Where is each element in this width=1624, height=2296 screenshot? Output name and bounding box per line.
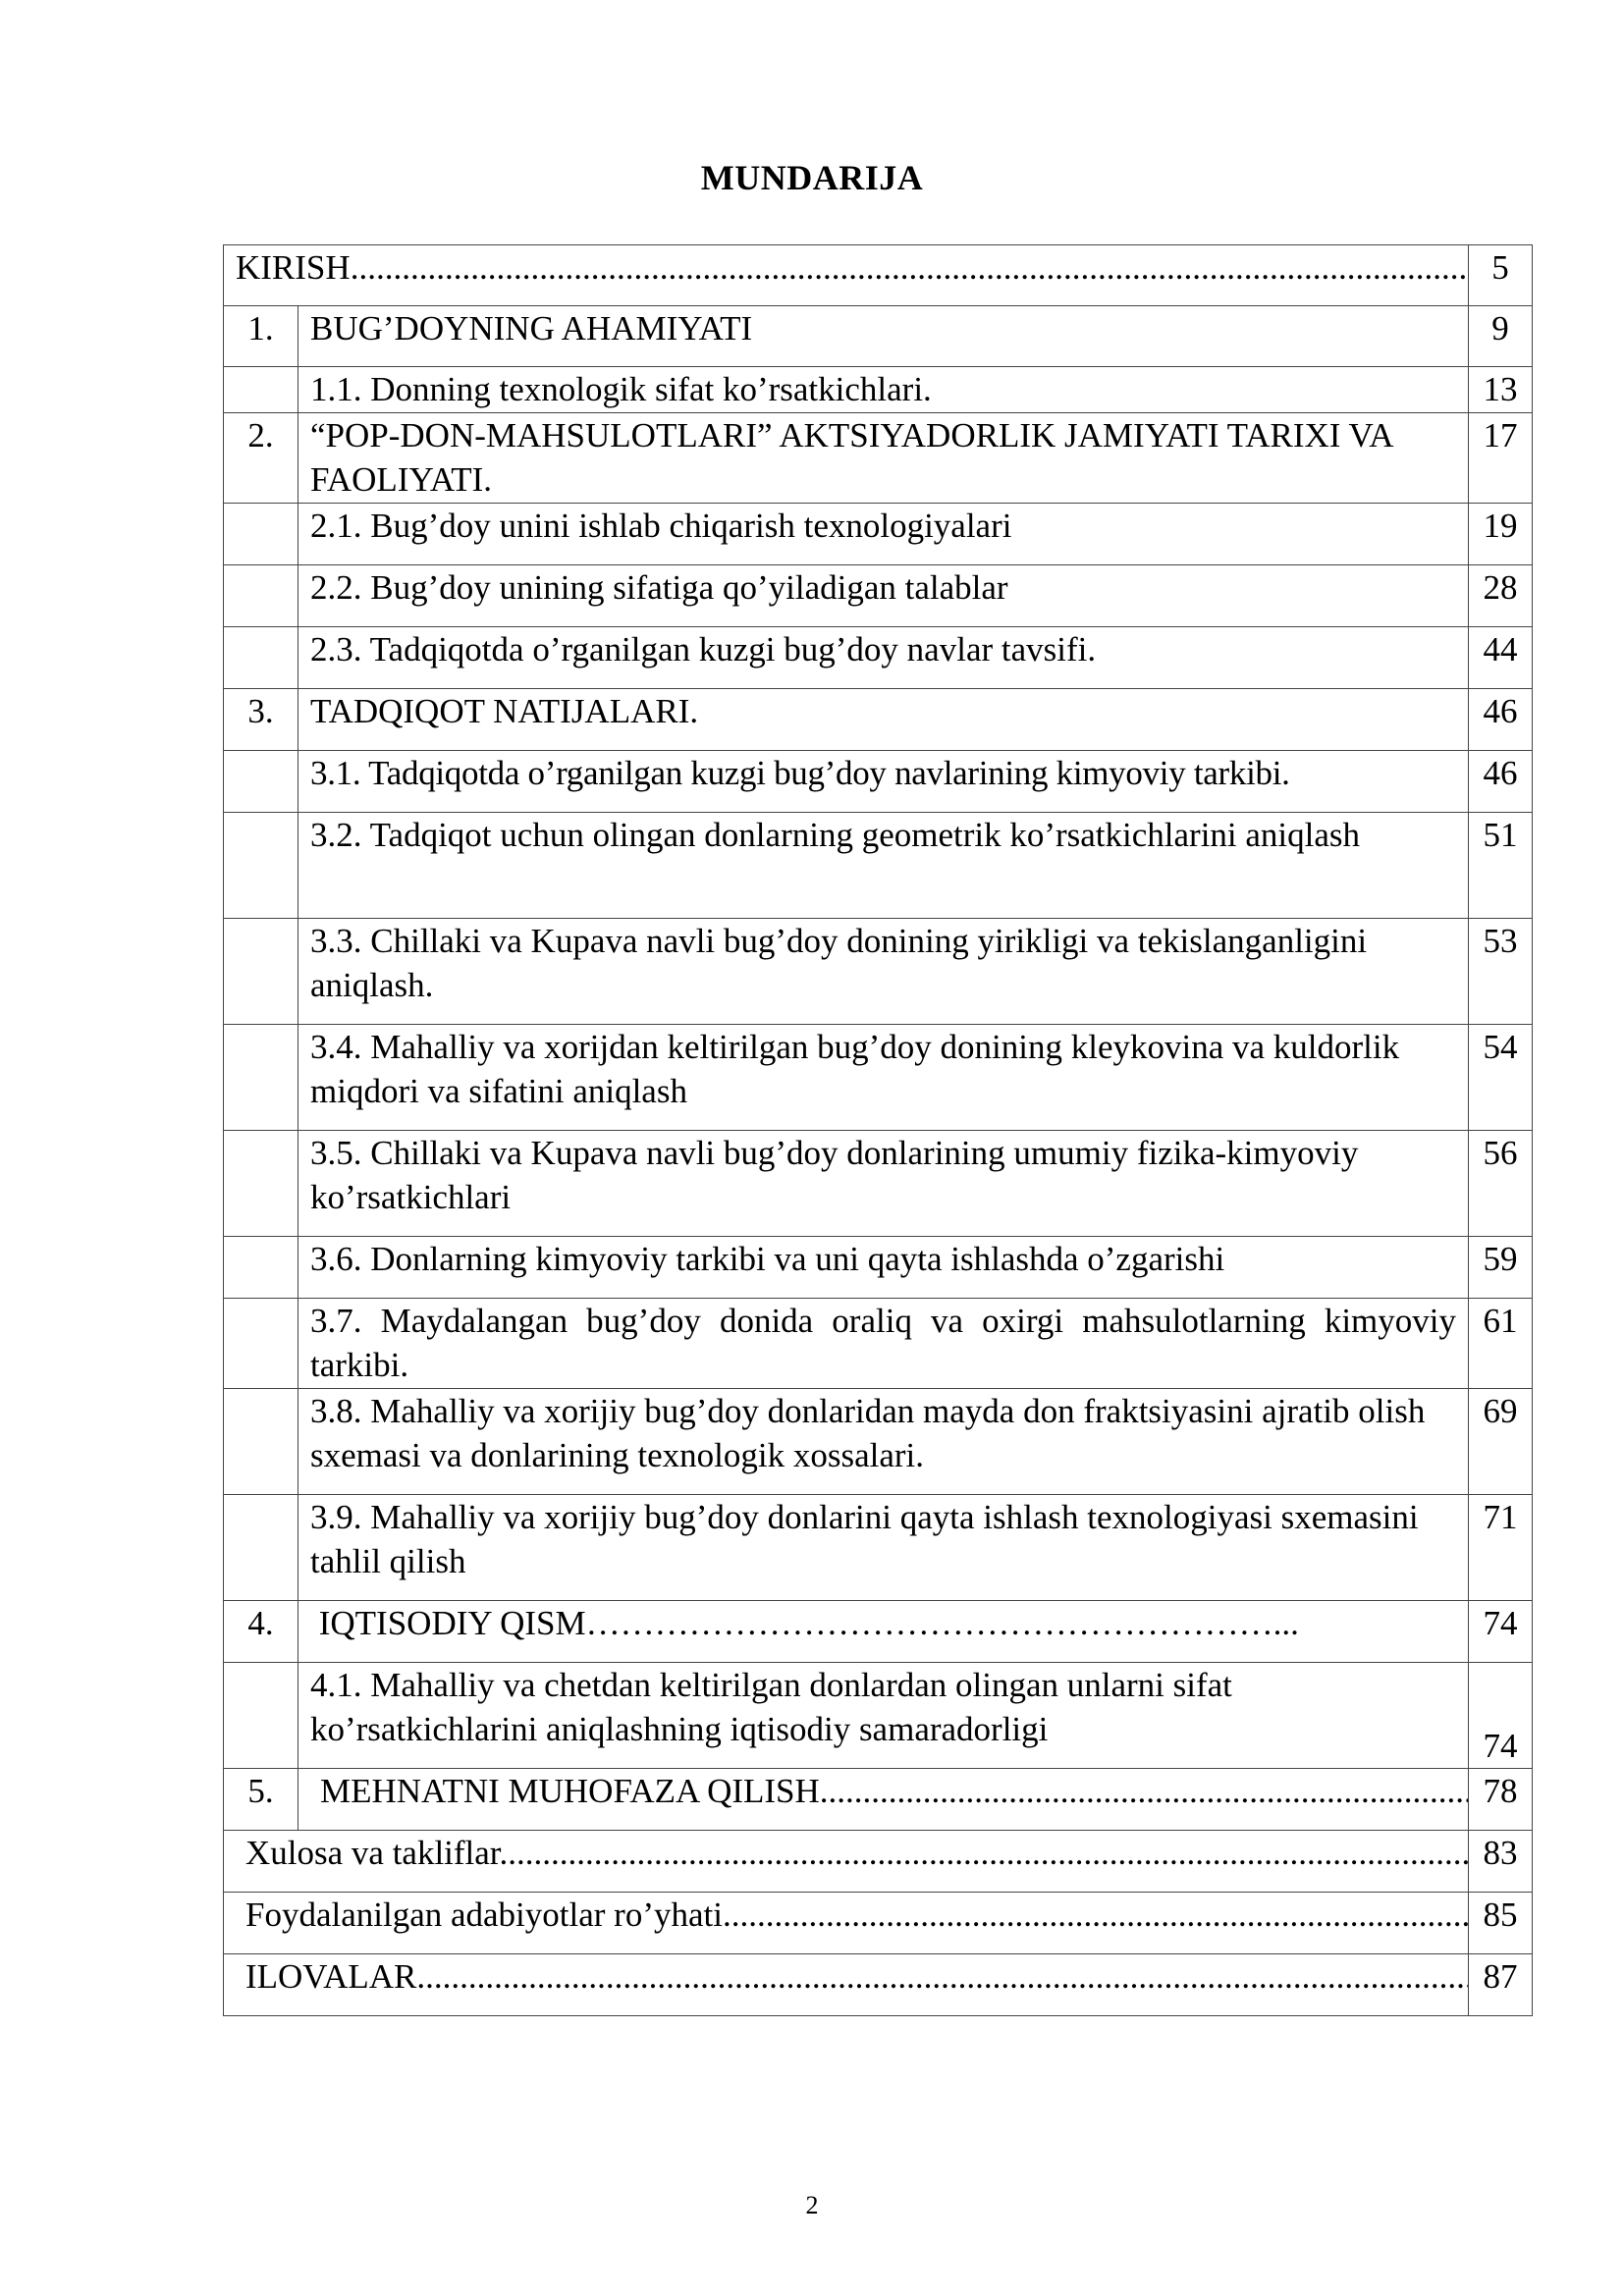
toc-entry-title: 1.1. Donning texnologik sifat ko’rsatkichlari. <box>298 367 1469 413</box>
toc-entry-number <box>224 367 298 413</box>
toc-row <box>224 1237 1533 1299</box>
toc-entry-title: IQTISODIY QISM……………………………………………………... <box>298 1601 1469 1663</box>
toc-entry-number <box>224 919 298 1025</box>
toc-entry-title: 2.1. Bug’doy unini ishlab chiqarish texnologiyalari <box>298 504 1469 565</box>
toc-entry-number: 4. <box>224 1601 298 1663</box>
toc-entry-title: KIRISH ..... <box>224 245 1469 306</box>
toc-entry-title: Foydalanilgan adabiyotlar ro’yhati ..... <box>224 1893 1469 1954</box>
toc-entry-number <box>224 1025 298 1131</box>
toc-entry-number <box>224 1131 298 1237</box>
toc-row <box>224 1299 1533 1389</box>
toc-row <box>224 367 1533 413</box>
toc-entry-number: 5. <box>224 1769 298 1831</box>
toc-entry-title: 2.2. Bug’doy unining sifatiga qo’yiladigan talablar <box>298 565 1469 627</box>
toc-entry-title: BUG’DOYNING AHAMIYATI <box>298 306 1469 367</box>
toc-entry-page: 28 <box>1469 565 1533 627</box>
toc-entry-number <box>224 504 298 565</box>
toc-entry-title: 3.7. Maydalangan bug’doy donida oraliq va oxirgi mahsulotlarning kimyoviy tarkibi. <box>298 1299 1469 1389</box>
toc-row <box>224 627 1533 689</box>
toc-entry-page: 13 <box>1469 367 1533 413</box>
toc-row <box>224 1954 1533 2016</box>
toc-row <box>224 1663 1533 1769</box>
toc-entry-title: 3.6. Donlarning kimyoviy tarkibi va uni qayta ishlashda o’zgarishi <box>298 1237 1469 1299</box>
toc-entry-page: 74 <box>1469 1601 1533 1663</box>
toc-row <box>224 1389 1533 1495</box>
toc-entry-title: MEHNATNI MUHOFAZA QILISH ..... <box>298 1769 1469 1831</box>
toc-entry-title: Xulosa va takliflar ..... <box>224 1831 1469 1893</box>
toc-row <box>224 306 1533 367</box>
toc-entry-number <box>224 1663 298 1769</box>
toc-row <box>224 751 1533 813</box>
toc-row <box>224 1831 1533 1893</box>
toc-entry-page: 17 <box>1469 413 1533 504</box>
toc-entry-title: ILOVALAR ..... <box>224 1954 1469 2016</box>
toc-row-kirish <box>224 245 1533 306</box>
toc-entry-number <box>224 813 298 919</box>
toc-entry-page: 78 <box>1469 1769 1533 1831</box>
toc-row <box>224 813 1533 919</box>
toc-entry-number <box>224 1495 298 1601</box>
document-title: MUNDARIJA <box>700 158 924 197</box>
toc-entry-page: 85 <box>1469 1893 1533 1954</box>
toc-row <box>224 1025 1533 1131</box>
toc-entry-number <box>224 1237 298 1299</box>
toc-entry-title: 3.5. Chillaki va Kupava navli bug’doy donlarining umumiy fizika-kimyoviy ko’rsatkichlari <box>298 1131 1469 1237</box>
toc-entry-number <box>224 565 298 627</box>
toc-row <box>224 413 1533 504</box>
toc-entry-page: 46 <box>1469 689 1533 751</box>
toc-entry-page: 53 <box>1469 919 1533 1025</box>
toc-entry-page: 46 <box>1469 751 1533 813</box>
toc-entry-page: 59 <box>1469 1237 1533 1299</box>
toc-entry-title: 3.4. Mahalliy va xorijdan keltirilgan bug’doy donining kleykovina va kuldorlik miqdori va sifatini aniqlash <box>298 1025 1469 1131</box>
toc-row <box>224 565 1533 627</box>
toc-row <box>224 689 1533 751</box>
toc-entry-page: 19 <box>1469 504 1533 565</box>
toc-row <box>224 919 1533 1025</box>
toc-entry-title: 4.1. Mahalliy va chetdan keltirilgan donlardan olingan unlarni sifat ko’rsatkichlarini aniqlashning iqtisodiy samaradorligi <box>298 1663 1469 1769</box>
toc-entry-title: 3.3. Chillaki va Kupava navli bug’doy donining yirikligi va tekislanganligini aniqlash. <box>298 919 1469 1025</box>
toc-entry-page: 74 <box>1469 1663 1533 1769</box>
toc-entry-title: 3.8. Mahalliy va xorijiy bug’doy donlaridan mayda don fraktsiyasini ajratib olish sxemasi va donlarining texnologik xossalari. <box>298 1389 1469 1495</box>
toc-entry-title: 3.9. Mahalliy va xorijiy bug’doy donlarini qayta ishlash texnologiyasi sxemasini tahlil qilish <box>298 1495 1469 1601</box>
toc-entry-number <box>224 1389 298 1495</box>
toc-entry-page: 5 <box>1469 245 1533 306</box>
toc-entry-title: TADQIQOT NATIJALARI. <box>298 689 1469 751</box>
toc-entry-number <box>224 751 298 813</box>
toc-entry-page: 83 <box>1469 1831 1533 1893</box>
toc-row <box>224 1893 1533 1954</box>
toc-entry-number <box>224 627 298 689</box>
toc-row <box>224 1769 1533 1831</box>
toc-entry-page: 71 <box>1469 1495 1533 1601</box>
toc-entry-page: 56 <box>1469 1131 1533 1237</box>
toc-entry-page: 61 <box>1469 1299 1533 1389</box>
toc-entry-number: 1. <box>224 306 298 367</box>
toc-entry-number: 3. <box>224 689 298 751</box>
toc-entry-title: “POP-DON-MAHSULOTLARI” AKTSIYADORLIK JAMIYATI TARIXI VA FAOLIYATI. <box>298 413 1469 504</box>
toc-entry-page: 51 <box>1469 813 1533 919</box>
toc-row <box>224 504 1533 565</box>
toc-entry-page: 54 <box>1469 1025 1533 1131</box>
toc-entry-title: 3.2. Tadqiqot uchun olingan donlarning geometrik ko’rsatkichlarini aniqlash <box>298 813 1469 919</box>
toc-entry-page: 87 <box>1469 1954 1533 2016</box>
page-number: 2 <box>805 2191 819 2219</box>
toc-entry-page: 9 <box>1469 306 1533 367</box>
toc-entry-title: 2.3. Tadqiqotda o’rganilgan kuzgi bug’doy navlar tavsifi. <box>298 627 1469 689</box>
toc-entry-title: 3.1. Tadqiqotda o’rganilgan kuzgi bug’doy navlarining kimyoviy tarkibi. <box>298 751 1469 813</box>
toc-entry-page: 44 <box>1469 627 1533 689</box>
toc-entry-number <box>224 1299 298 1389</box>
table-of-contents <box>223 244 1533 2016</box>
toc-entry-number: 2. <box>224 413 298 504</box>
toc-row <box>224 1601 1533 1663</box>
toc-entry-page: 69 <box>1469 1389 1533 1495</box>
toc-row <box>224 1131 1533 1237</box>
toc-row <box>224 1495 1533 1601</box>
